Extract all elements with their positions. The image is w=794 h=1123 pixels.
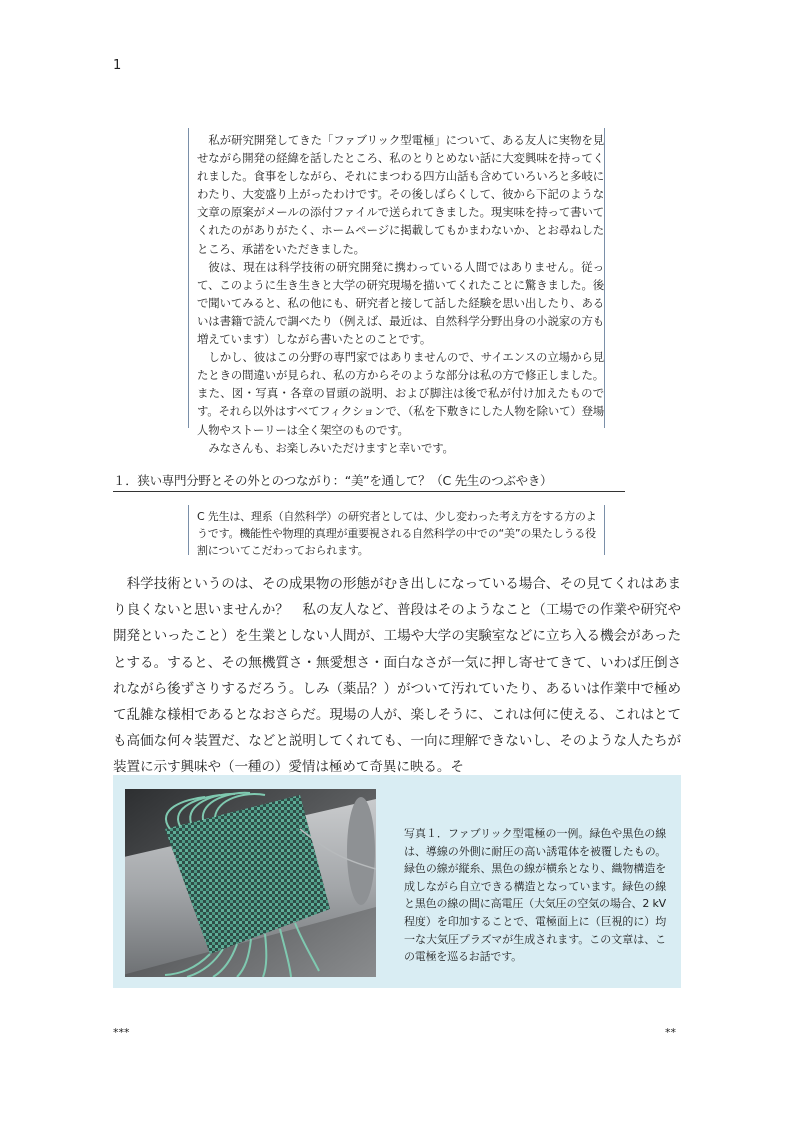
footer-marker-right: ** <box>665 1026 676 1039</box>
section-note: C 先生は、理系（自然科学）の研究者としては、少し変わった考え方をする方のようです。機能性や物理的真理が重要視される自然科学の中での“美”の果たしうる役割についてこだわっておられます。 <box>188 505 605 555</box>
intro-paragraph: 私が研究開発してきた「ファブリック型電極」について、ある友人に実物を見せながら開発の経緯を話したところ、私のとりとめない話に大変興味を持ってくれました。食事をしながら、それにまつわる四方山話も含めていろいろと多岐にわたり、大変盛り上がったわけです。その後しばらくして、彼から下記のような文章の原案がメールの添付ファイルで送られてきました。現実味を持って書いてくれたのがありがたく、ホームページに掲載してもかまわないか、とお尋ねしたところ、承諾をいただきました。 <box>197 133 604 256</box>
intro-box <box>188 128 605 455</box>
page-number: 1 <box>113 58 122 73</box>
fabric-electrode-illustration <box>125 789 376 977</box>
intro-paragraph: みなさんも、お楽しみいただけますと幸いです。 <box>208 440 454 455</box>
intro-paragraph: 彼は、現在は科学技術の研究開発に携わっている人間ではありません。従って、このように生き生きと大学の研究現場を描いてくれたことに驚きました。後で聞いてみると、私の他にも、研究者と接して話した経験を思い出したり、あるいは書籍で読んで調べたり（例えば、最近は、自然科学分野出身の小説家の方も増えています）しながら書いたとのことです。 <box>197 259 604 347</box>
fabric-electrode-photo <box>125 789 376 977</box>
figure-panel <box>113 775 681 988</box>
body-paragraph: 科学技術というのは、その成果物の形態がむき出しになっている場合、その見てくれはあまり良くないと思いませんか？ 私の友人など、普段はそのようなこと（工場での作業や研究や開発といったこと）を生業としない人間が、工場や大学の実験室などに立ち入る機会があったとする。すると、その無機質さ・無愛想さ・面白なさが一気に押し寄せてきて、いわば圧倒されながら後ずさりするだろう。しみ（薬品？）がついて汚れていたり、あるいは作業中で極めて乱雑な様相であるとなおさらだ。現場の人が、楽しそうに、これは何に使える、これはとても高価な何々装置だ、などと説明してくれても、一向に理解できないし、そのような人たちが装置に示す興味や（一種の）愛情は極めて奇異に映る。そ <box>113 576 681 776</box>
section-heading: １．狭い専門分野とその外とのつながり：“美”を通して？（C 先生のつぶやき） <box>113 471 625 492</box>
footer-marker-left: *** <box>113 1026 130 1039</box>
figure-caption: 写真１．ファブリック型電極の一例。緑色や黒色の線は、導線の外側に耐圧の高い誘電体を被覆したもの。緑色の線が縦糸、黒色の線が横糸となり、織物構造を成しながら自立できる構造となっています。緑色の線と黒色の線の間に高電圧（大気圧の空気の場合、2 kV 程度）を印加することで、電極面上に（巨視的に）均一な大気圧プラズマが生成されます。この文章は、この電極を巡るお話です。 <box>404 827 666 964</box>
intro-paragraph: しかし、彼はこの分野の専門家ではありませんので、サイエンスの立場から見たときの間違いが見られ、私の方からそのような部分は私の方で修正しました。また、図・写真・各章の冒頭の説明、および脚注は後で私が付け加えたものです。それら以外はすべてフィクションで、（私を下敷きにした人物を除いて）登場人物やストーリーは全く架空のものです。 <box>197 350 604 437</box>
